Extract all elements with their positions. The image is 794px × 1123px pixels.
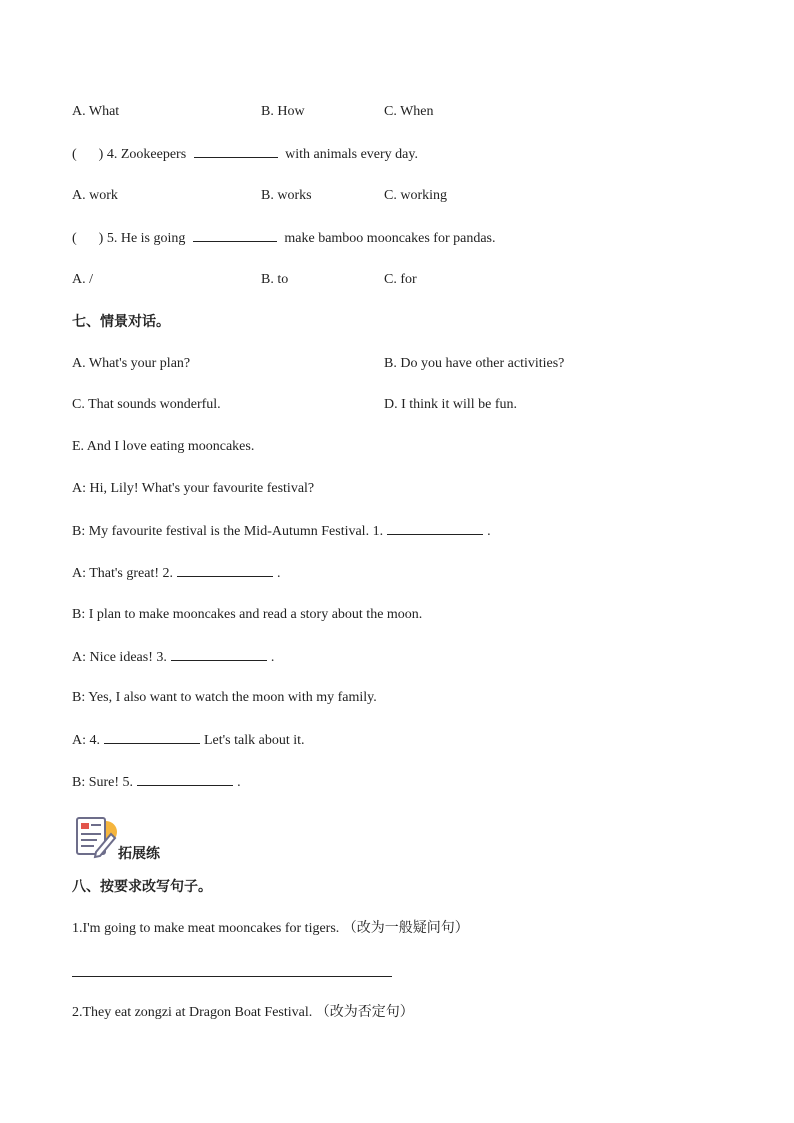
answer-blank-4[interactable]	[104, 731, 200, 744]
dialogue-text: B: Sure! 5.	[72, 775, 134, 790]
rewrite-item-1	[72, 919, 469, 938]
rewrite-sentence: 2.They eat zongzi at Dragon Boat Festival.	[72, 1005, 313, 1020]
choice-d: D. I think it will be fun.	[384, 397, 517, 412]
answer-blank-1[interactable]	[387, 522, 483, 535]
extension-label: 拓展练	[118, 846, 160, 862]
dialogue-text: A: That's great! 2.	[72, 566, 174, 581]
q4-after: with animals every day.	[285, 147, 418, 162]
dialogue-post: .	[270, 650, 275, 665]
dialogue-line	[72, 564, 281, 583]
dialogue-text: B: I plan to make mooncakes and read a story about the moon.	[72, 607, 423, 622]
rewrite-item-2	[72, 1003, 414, 1022]
q5-paren-open: (	[72, 231, 77, 246]
q5-option-b: B. to	[261, 272, 289, 287]
choice-a: A. What's your plan?	[72, 356, 191, 371]
dialogue-text: B: My favourite festival is the Mid-Autumn Festival. 1.	[72, 524, 384, 539]
question-5	[72, 229, 496, 248]
dialogue-line	[72, 689, 377, 707]
choice-c: C. That sounds wonderful.	[72, 397, 221, 412]
q5-blank[interactable]	[193, 229, 277, 242]
q4-blank[interactable]	[194, 145, 278, 158]
q3-option-c: C. When	[384, 104, 434, 119]
answer-blank-2[interactable]	[177, 564, 273, 577]
q4-paren-open: (	[72, 147, 77, 162]
section-8-title: 八、按要求改写句子。	[72, 879, 212, 895]
dialogue-line	[72, 648, 274, 667]
dialogue-text: A: Hi, Lily! What's your favourite festival?	[72, 481, 315, 496]
answer-blank-3[interactable]	[171, 648, 267, 661]
question-4	[72, 145, 418, 164]
section-7-title: 七、情景对话。	[72, 314, 170, 330]
q4-option-c: C. working	[384, 188, 447, 203]
q5-stem: ) 5. He is going	[98, 231, 186, 246]
q4-stem: ) 4. Zookeepers	[98, 147, 187, 162]
q4-option-b: B. works	[261, 188, 312, 203]
answer-blank-5[interactable]	[137, 773, 233, 786]
answer-line[interactable]	[72, 976, 392, 977]
rewrite-instruction: （改为一般疑问句）	[342, 920, 469, 936]
dialogue-text: A: 4.	[72, 733, 100, 748]
rewrite-sentence: 1.I'm going to make meat mooncakes for tigers.	[72, 921, 340, 936]
dialogue-text: B: Yes, I also want to watch the moon with my family.	[72, 690, 377, 705]
dialogue-line	[72, 480, 314, 498]
q5-option-a: A. /	[72, 272, 93, 287]
dialogue-post: .	[487, 524, 491, 539]
dialogue-line	[72, 773, 241, 792]
q3-option-b: B. How	[261, 104, 305, 119]
q4-option-a: A. work	[72, 188, 118, 203]
dialogue-line	[72, 522, 491, 541]
dialogue-post: .	[237, 775, 241, 790]
dialogue-line	[72, 731, 305, 750]
q5-option-c: C. for	[384, 272, 417, 287]
q3-option-a: A. What	[72, 104, 120, 119]
rewrite-instruction: （改为否定句）	[315, 1004, 414, 1020]
dialogue-post: Let's talk about it.	[204, 733, 305, 748]
dialogue-text: A: Nice ideas! 3.	[72, 650, 167, 665]
dialogue-line	[72, 606, 422, 624]
dialogue-post: .	[277, 566, 281, 581]
choice-e: E. And I love eating mooncakes.	[72, 439, 255, 454]
q5-after: make bamboo mooncakes for pandas.	[284, 231, 496, 246]
choice-b: B. Do you have other activities?	[384, 356, 565, 371]
worksheet-pencil-icon	[74, 814, 118, 860]
